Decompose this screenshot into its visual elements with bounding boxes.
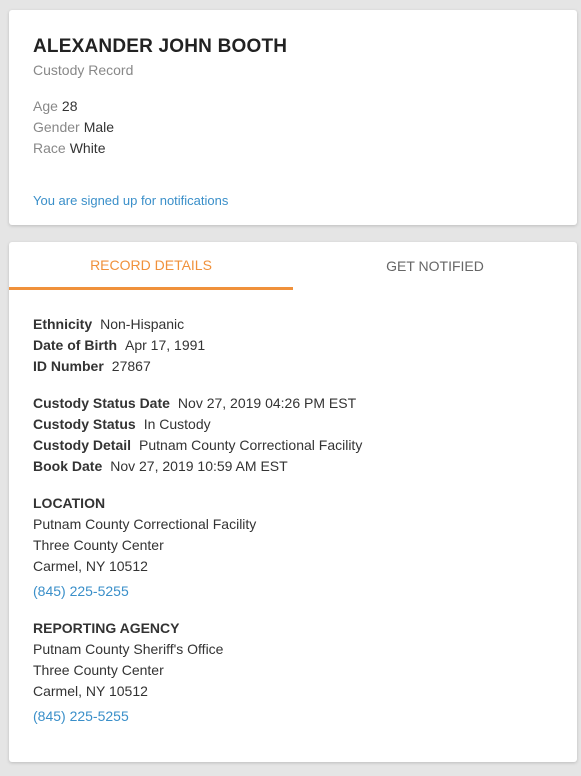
ethnicity-label: Ethnicity [33, 316, 93, 332]
gender-value: Male [83, 119, 115, 135]
id-value: 27867 [111, 358, 151, 374]
agency-phone-link[interactable]: (845) 225-5255 [33, 708, 129, 724]
custody-status-label: Custody Status [33, 416, 136, 432]
location-title: LOCATION [33, 495, 106, 511]
age-row [33, 98, 78, 114]
custody-detail-label: Custody Detail [33, 437, 132, 453]
gender-row [33, 119, 114, 135]
tab-record-details[interactable]: RECORD DETAILS [9, 242, 293, 290]
custody-status-date-row [33, 395, 356, 411]
agency-line-2: Three County Center [33, 662, 164, 678]
location-line-1: Putnam County Correctional Facility [33, 516, 257, 532]
race-label: Race [33, 140, 66, 156]
agency-title: REPORTING AGENCY [33, 620, 180, 636]
custody-status-row [33, 416, 211, 432]
agency-line-1: Putnam County Sheriff's Office [33, 641, 224, 657]
age-label: Age [33, 98, 58, 114]
agency-line-3: Carmel, NY 10512 [33, 683, 148, 699]
book-date-row [33, 458, 288, 474]
gender-label: Gender [33, 119, 80, 135]
dob-value: Apr 17, 1991 [125, 337, 206, 353]
person-name: ALEXANDER JOHN BOOTH [33, 36, 288, 57]
location-line-3: Carmel, NY 10512 [33, 558, 148, 574]
tab-get-notified[interactable]: GET NOTIFIED [386, 258, 484, 274]
book-date-label: Book Date [33, 458, 103, 474]
book-date-value: Nov 27, 2019 10:59 AM EST [110, 458, 288, 474]
notification-status[interactable]: You are signed up for notifications [33, 193, 229, 208]
custody-status-date-value: Nov 27, 2019 04:26 PM EST [177, 395, 357, 411]
custody-status-value: In Custody [143, 416, 211, 432]
id-label: ID Number [33, 358, 104, 374]
record-tabs [9, 242, 577, 290]
ethnicity-value: Non-Hispanic [100, 316, 185, 332]
location-phone-link[interactable]: (845) 225-5255 [33, 583, 129, 599]
record-card [9, 242, 577, 762]
race-row [33, 140, 105, 156]
custody-detail-row [33, 437, 362, 453]
dob-label: Date of Birth [33, 337, 117, 353]
person-card [9, 10, 577, 225]
age-value: 28 [61, 98, 78, 114]
race-value: White [69, 140, 106, 156]
dob-row [33, 337, 205, 353]
custody-status-date-label: Custody Status Date [33, 395, 170, 411]
ethnicity-row [33, 316, 184, 332]
id-row [33, 358, 151, 374]
location-line-2: Three County Center [33, 537, 164, 553]
custody-detail-value: Putnam County Correctional Facility [139, 437, 363, 453]
record-subtitle: Custody Record [33, 62, 134, 78]
